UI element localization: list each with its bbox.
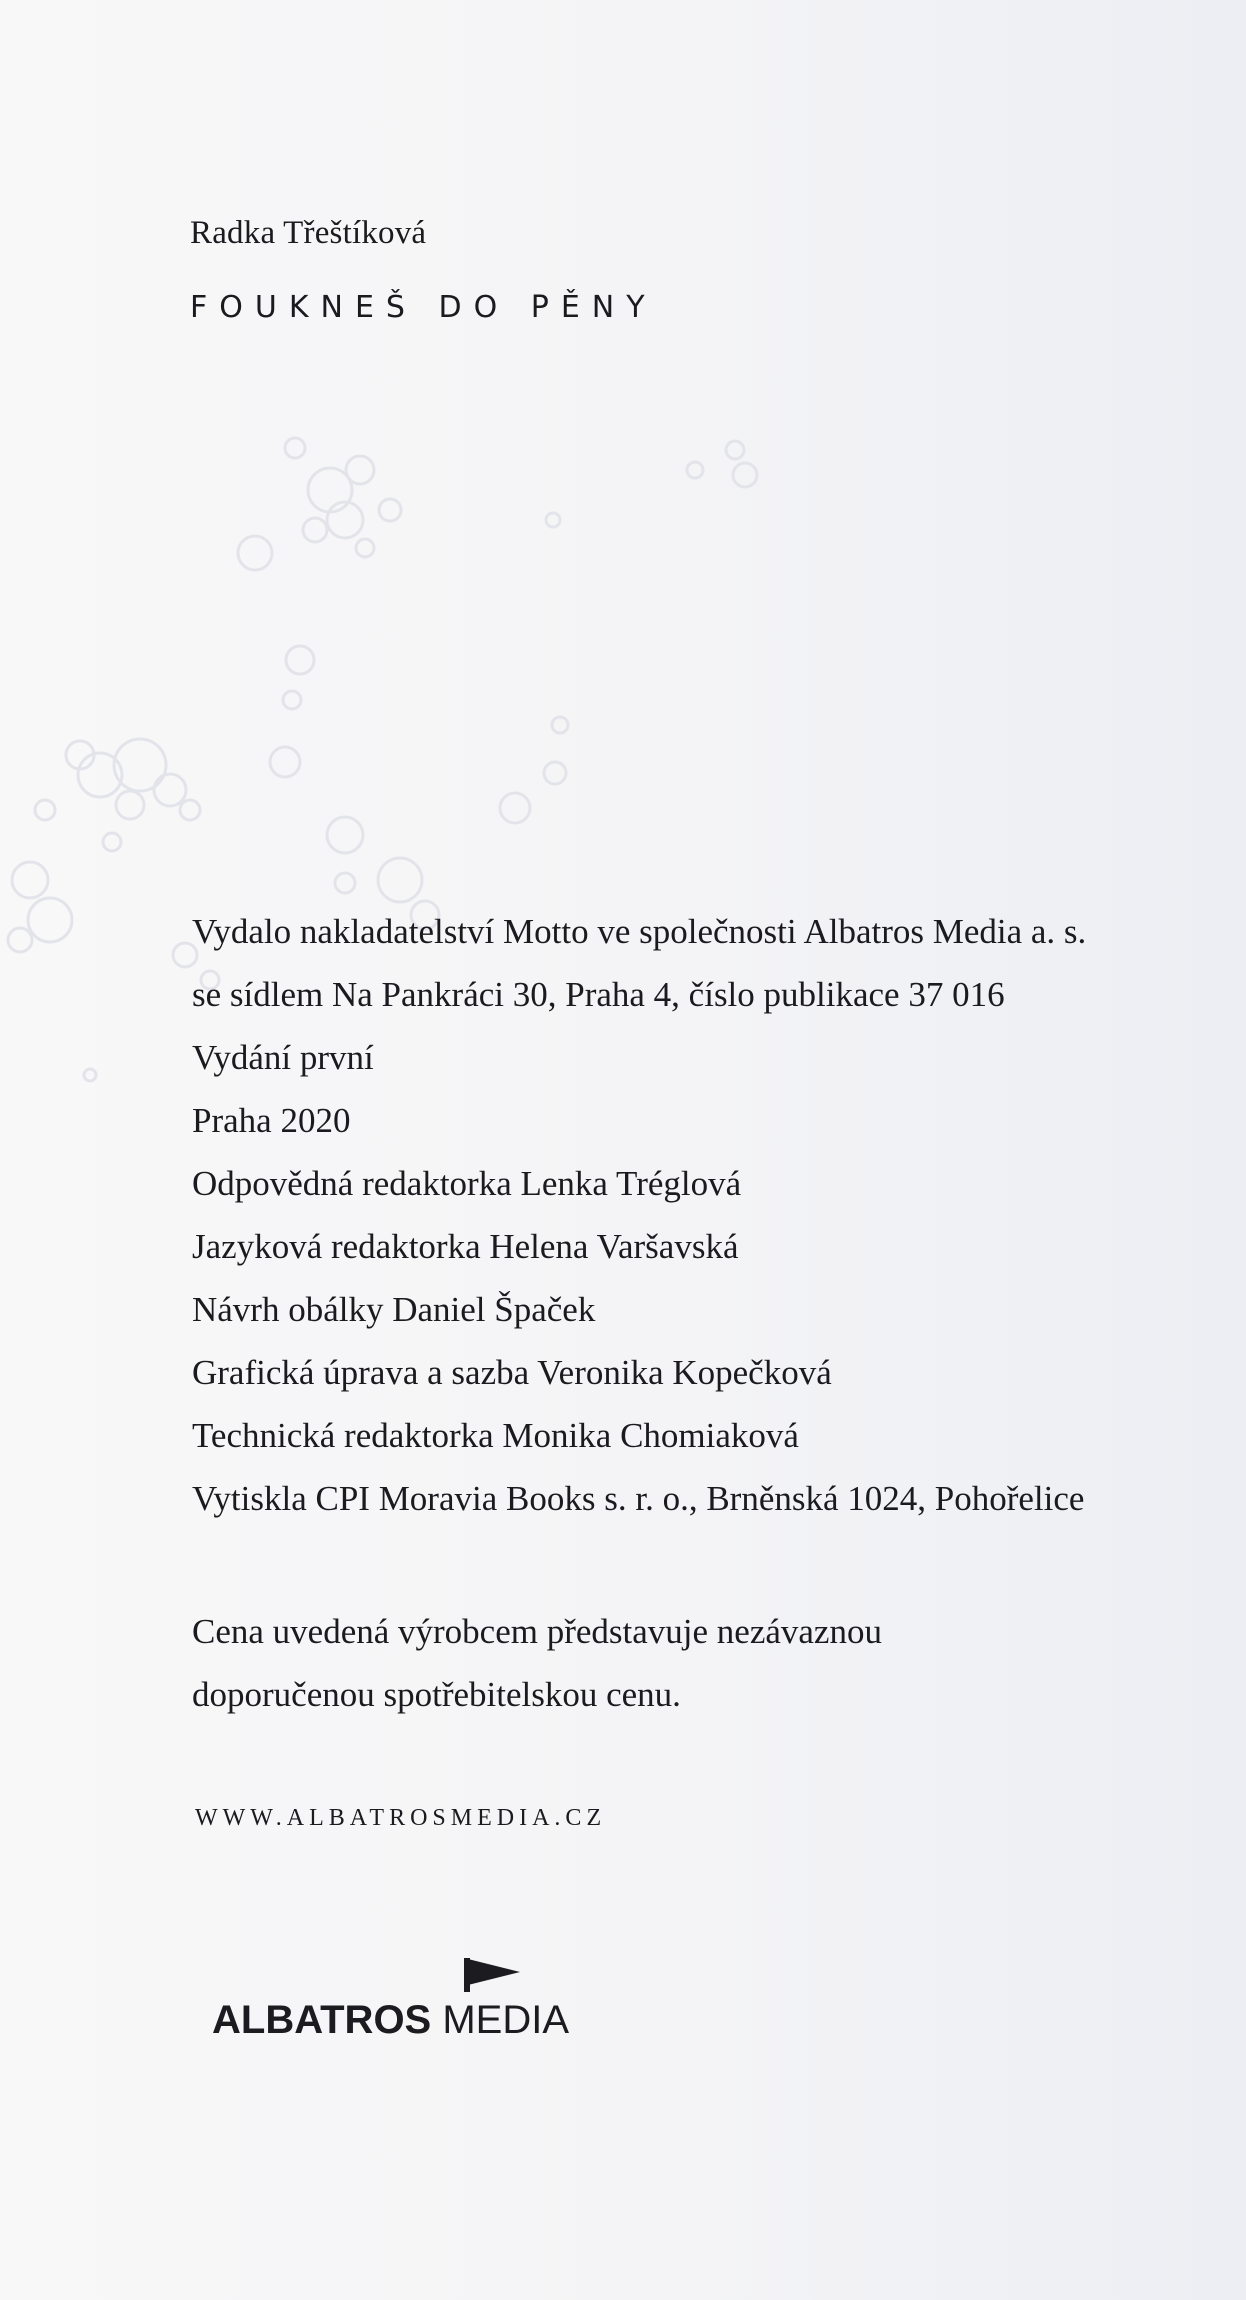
price-note-line: Cena uvedená výrobcem představuje nezávaznou bbox=[192, 1612, 882, 1651]
imprint-line: Praha 2020 bbox=[192, 1101, 351, 1140]
book-title: FOUKNEŠ DO PĚNY bbox=[190, 290, 657, 325]
imprint-line: Vydání první bbox=[192, 1038, 374, 1077]
bleed-through-text bbox=[120, 105, 1230, 231]
imprint-line: Návrh obálky Daniel Špaček bbox=[192, 1290, 596, 1329]
imprint-line: se sídlem Na Pankráci 30, Praha 4, číslo publikace 37 016 bbox=[192, 975, 1005, 1014]
logo-bold-text: ALBATROS bbox=[212, 1998, 432, 2042]
publisher-logo bbox=[212, 1958, 612, 2048]
imprint-line: Technická redaktorka Monika Chomiaková bbox=[192, 1416, 799, 1455]
play-arrow-icon bbox=[464, 1958, 520, 1986]
price-note-line: doporučenou spotřebitelskou cenu. bbox=[192, 1675, 681, 1714]
publisher-logo-text bbox=[212, 1998, 569, 2043]
imprint-line: Vydalo nakladatelství Motto ve společnosti Albatros Media a. s. bbox=[192, 912, 1087, 951]
imprint-line: Grafická úprava a sazba Veronika Kopečková bbox=[192, 1353, 832, 1392]
price-note bbox=[192, 1600, 882, 1726]
website-url: WWW.ALBATROSMEDIA.CZ bbox=[195, 1805, 607, 1831]
logo-light-text: MEDIA bbox=[431, 1998, 570, 2042]
imprint-line: Odpovědná redaktorka Lenka Tréglová bbox=[192, 1164, 742, 1203]
imprint-line: Vytiskla CPI Moravia Books s. r. o., Brněnská 1024, Pohořelice bbox=[192, 1479, 1085, 1518]
imprint-block bbox=[192, 900, 1086, 1530]
imprint-line: Jazyková redaktorka Helena Varšavská bbox=[192, 1227, 739, 1266]
author-name: Radka Třeštíková bbox=[190, 215, 427, 251]
